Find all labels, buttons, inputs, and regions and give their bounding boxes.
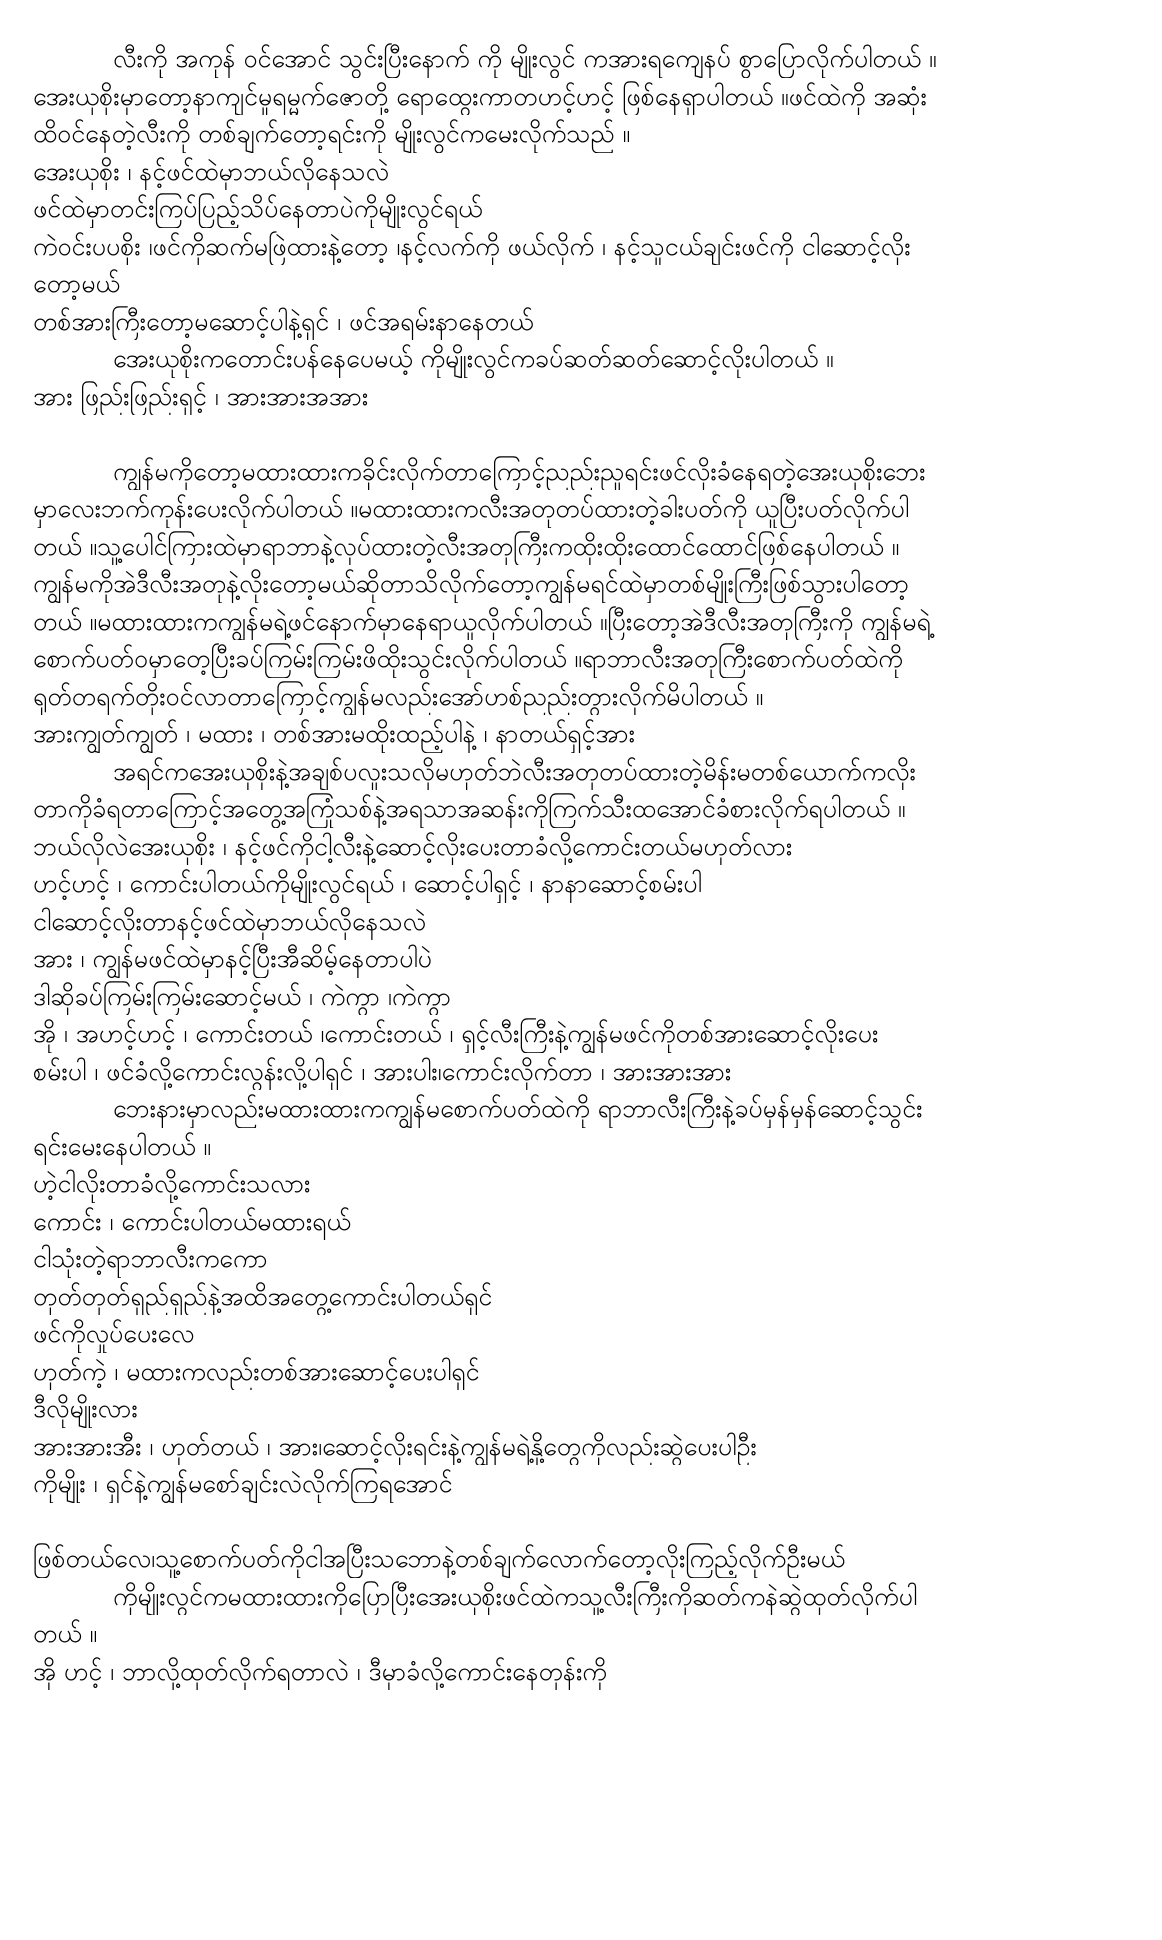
text-line: ဖင်ထဲမှာတင်းကြပ်ပြည့်သိပ်နေတာပဲကိုမျိုးလွင်ရယ် [33,194,483,223]
text-line: တယ် ။သူ့ပေါင်ကြားထဲမှာရာဘာနဲ့လုပ်ထားတဲ့လီးအတုကြီးကထိုးထိုးထောင်ထောင်ဖြစ်နေပါတယ် ။ [33,531,900,561]
text-line: ကိုမျိုးလွင်ကမထားထားကိုပြောပြီးအေးယုစိုးဖင်ထဲကသူ့လီးကြီးကိုဆတ်ကနဲဆွဲထုတ်လိုက်ပါ [113,1581,918,1611]
text-line: ကိုမျိုး ၊ ရှင်နဲ့ကျွန်မစော်ချင်းလဲလိုက်ကြရအောင် [33,1469,453,1498]
text-line: အို ဟင့် ၊ ဘာလို့ထုတ်လိုက်ရတာလဲ ၊ ဒီမှာခံလို့ကောင်းနေတုန်းကို [33,1656,607,1686]
text-line: တယ် ။မထားထားကကျွန်မရဲ့ဖင်နောက်မှာနေရာယူလိုက်ပါတယ် ။ပြီးတော့အဲဒီလီးအတုကြီးကို ကျွန်မရဲ့ [33,606,931,636]
text-line: တစ်အားကြီးတော့မဆောင့်ပါနဲ့ရှင် ၊ ဖင်အရမ်းနာနေတယ် [33,306,534,336]
text-line: ရုတ်တရက်တိုးဝင်လာတာကြောင့်ကျွန်မလည်းအော်ဟစ်ညည်းတွားလိုက်မိပါတယ် ။ [33,681,764,711]
text-line: ကျွန်မကိုတော့မထားထားကခိုင်းလိုက်တာကြောင့်ညည်းညူရင်းဖင်လိုးခံနေရတဲ့အေးယုစိုးဘေး [113,456,926,486]
text-line: အရင်ကအေးယုစိုးနဲ့အချစ်ပလူးသလိုမဟုတ်ဘဲလီးအတုတပ်ထားတဲ့မိန်းမတစ်ယောက်ကလိုး [113,756,916,786]
text-line: ဘယ်လိုလဲအေးယုစိုး ၊ နင့်ဖင်ကိုငါ့လီးနဲ့ဆောင့်လိုးပေးတာခံလို့ကောင်းတယ်မဟုတ်လား [33,831,793,861]
text-line: အား ဖြည်းဖြည်းရှင့် ၊ အားအားအအား [33,381,369,411]
text-line: ဒီလိုမျိုးလား [33,1394,138,1423]
text-line: လီးကို အကုန် ဝင်အောင် သွင်းပြီးနောက် ကို မျိုးလွင် ကအားရကျေနပ် စွာပြောလိုက်ပါတယ် ။ [113,44,937,73]
text-line: အားအားအီး ၊ ဟုတ်တယ် ၊ အား၊ဆောင့်လိုးရင်းနဲ့ကျွန်မရဲ့နို့တွေကိုလည်းဆွဲပေးပါဦး [33,1431,757,1461]
text-line: ဟုတ်ကဲ့ ၊ မထားကလည်းတစ်အားဆောင့်ပေးပါရှင် [33,1356,480,1386]
text-line: ကောင်း ၊ ကောင်းပါတယ်မထားရယ် [33,1206,351,1236]
text-line: တုတ်တုတ်ရှည်ရှည်နဲ့အထိအတွေ့ကောင်းပါတယ်ရှင် [33,1281,493,1311]
text-line: စမ်းပါ ၊ ဖင်ခံလို့ကောင်းလွန်းလို့ပါရှင် ၊ အားပါး၊ကောင်းလိုက်တာ ၊ အားအားအား [33,1056,732,1086]
text-line: ကျွန်မကိုအဲဒီလီးအတုနဲ့လိုးတော့မယ်ဆိုတာသိလိုက်တော့ကျွန်မရင်ထဲမှာတစ်မျိုးကြီးဖြစ်သွားပါတော့ [33,569,909,598]
text-line: ထိဝင်နေတဲ့လီးကို တစ်ချက်တော့ရင်းကို မျိုးလွင်ကမေးလိုက်သည် ။ [33,119,631,148]
text-line: တာကိုခံရတာကြောင့်အတွေ့အကြုံသစ်နဲ့အရသာအဆန်းကိုကြက်သီးထအောင်ခံစားလိုက်ရပါတယ် ။ [33,794,906,823]
blank-line [33,415,1122,453]
text-line: ငါဆောင့်လိုးတာနင့်ဖင်ထဲမှာဘယ်လိုနေသလဲ [33,906,427,936]
text-line: ဖင်ကိုလှုပ်ပေးလေ [33,1319,195,1348]
text-line: မှာလေးဘက်ကုန်းပေးလိုက်ပါတယ် ။မထားထားကလီးအတုတပ်ထားတဲ့ခါးပတ်ကို ယူပြီးပတ်လိုက်ပါ [33,494,910,523]
text-line: အား ၊ ကျွန်မဖင်ထဲမှာနင့်ပြီးအီဆိမ့်နေတာပါပဲ [33,944,432,973]
text-line: ကဲဝင်းပပစိုး ၊ဖင်ကိုဆက်မဖြဲထားနဲ့တော့ ၊နင့်လက်ကို ဖယ်လိုက် ၊ နင့်သူငယ်ချင်းဖင်ကို ငါဆောင့်လိုး [33,231,911,261]
text-line: စောက်ပတ်ဝမှာတေ့ပြီးခပ်ကြမ်းကြမ်းဖိထိုးသွင်းလိုက်ပါတယ် ။ရာဘာလီးအတုကြီးစောက်ပတ်ထဲကို [33,644,903,673]
text-line: ငါသုံးတဲ့ရာဘာလီးကကော [33,1244,268,1273]
text-line: တယ် ။ [33,1619,98,1648]
text-line: အားကျွတ်ကျွတ် ၊ မထား ၊ တစ်အားမထိုးထည့်ပါနဲ့ ၊ နာတယ်ရှင့်အား [33,719,635,748]
text-line: ဟဲ့ငါလိုးတာခံလို့ကောင်းသလား [33,1169,311,1198]
text-line: ဘေးနားမှာလည်းမထားထားကကျွန်မစောက်ပတ်ထဲကို ရာဘာလီးကြီးနဲ့ခပ်မှန်မှန်ဆောင့်သွင်း [113,1094,923,1123]
text-line: အို ၊ အဟင့်ဟင့် ၊ ကောင်းတယ် ၊ကောင်းတယ် ၊ ရှင့်လီးကြီးနဲ့ကျွန်မဖင်ကိုတစ်အားဆောင့်လိုးပေး [33,1019,879,1048]
text-line: အေးယုစိုးကတောင်းပန်နေပေမယ့် ကိုမျိုးလွင်ကခပ်ဆတ်ဆတ်ဆောင့်လိုးပါတယ် ။ [113,344,834,373]
text-line: ဖြစ်တယ်လေ၊သူ့စောက်ပတ်ကိုငါအပြီးသဘောနဲ့တစ်ချက်လောက်တော့လိုးကြည့်လိုက်ဦးမယ် [33,1544,845,1573]
text-line: အေးယုစိုး ၊ နင့်ဖင်ထဲမှာဘယ်လိုနေသလဲ [33,156,390,186]
blank-line [33,1503,1122,1541]
text-line: ဟင့်ဟင့် ၊ ကောင်းပါတယ်ကိုမျိုးလွင်ရယ် ၊ ဆောင့်ပါရှင့် ၊ နာနာဆောင့်စမ်းပါ [33,869,702,898]
text-line: ရင်းမေးနေပါတယ် ။ [33,1131,211,1161]
text-line: တော့မယ် [33,269,120,298]
text-line: အေးယုစိုးမှာတော့နာကျင်မှုရမ္မက်ဇောတို့ ရောထွေးကာတဟင့်ဟင့် ဖြစ်နေရှာပါတယ် ။ဖင်ထဲကို အဆုံး [33,81,927,111]
text-line: ဒါဆိုခပ်ကြမ်းကြမ်းဆောင့်မယ် ၊ ကဲကွာ ၊ကဲကွာ [33,981,452,1011]
